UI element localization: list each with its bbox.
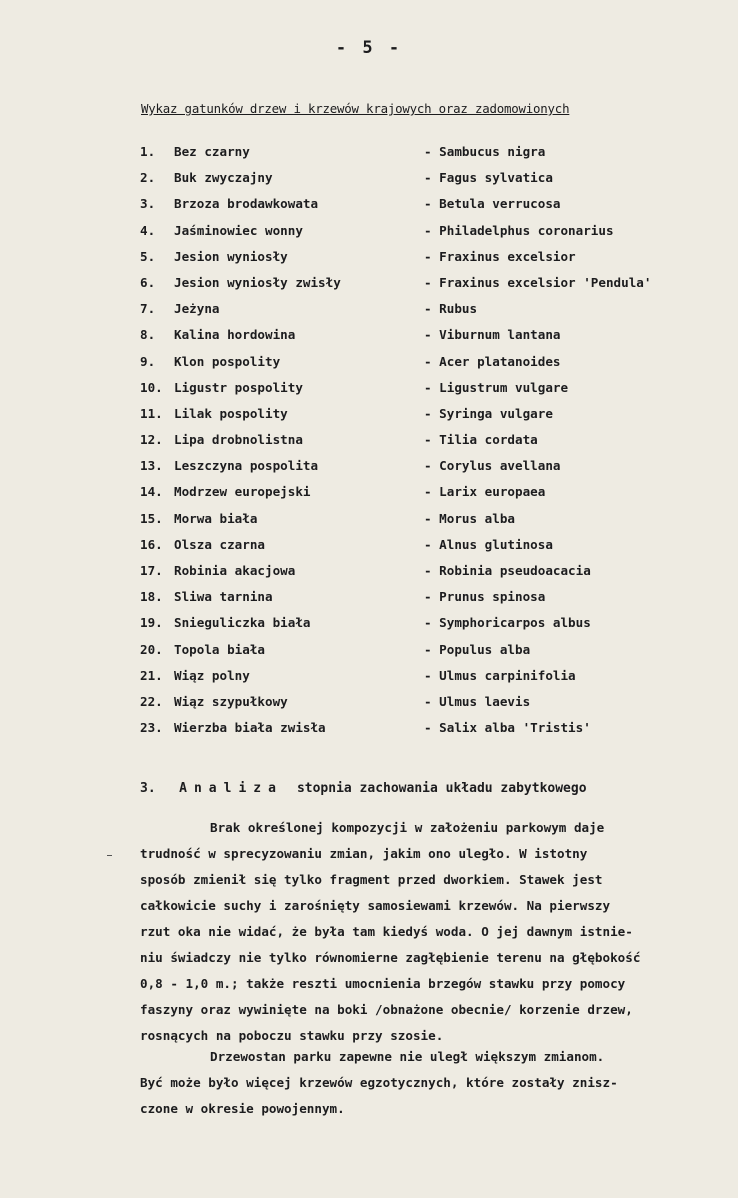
species-latin: - Betula verrucosa: [424, 196, 561, 212]
species-num: 20.: [140, 641, 163, 657]
species-latin: - Ulmus carpinifolia: [424, 667, 576, 683]
species-latin: - Fraxinus excelsior: [424, 248, 576, 264]
species-num: 16.: [140, 536, 163, 552]
species-latin: - Alnus glutinosa: [424, 536, 553, 552]
species-polish: Bez czarny: [174, 144, 250, 159]
species-polish: Jaśminowiec wonny: [174, 222, 303, 238]
species-num: 18.: [140, 589, 163, 605]
species-latin: - Tilia cordata: [424, 432, 538, 448]
species-num: 10.: [140, 379, 163, 395]
species-latin: - Fraxinus excelsior 'Pendula': [424, 274, 652, 290]
species-polish: Olsza czarna: [174, 536, 265, 552]
list-heading: Wykaz gatunków drzew i krzewów krajowych oraz zadomowionych: [141, 101, 570, 116]
species-polish: Leszczyna pospolita: [174, 458, 319, 474]
species-row: [140, 170, 700, 196]
species-latin: - Morus alba: [424, 510, 515, 526]
text-line: trudność w sprecyzowaniu zmian, jakim ono uległo. W istotny: [140, 846, 588, 861]
species-latin: - Corylus avellana: [424, 458, 561, 474]
species-polish: Jesion wyniosły zwisły: [174, 274, 341, 290]
section-number: 3.: [140, 781, 156, 796]
species-polish: Jeżyna: [174, 301, 220, 317]
species-polish: Topola biała: [174, 641, 265, 657]
species-row: [140, 223, 700, 249]
species-row: [140, 720, 700, 746]
species-latin: - Populus alba: [424, 641, 531, 657]
species-polish: Lipa drobnolistna: [174, 432, 303, 448]
species-polish: Morwa biała: [174, 510, 258, 526]
margin-mark: [107, 855, 112, 856]
species-latin: - Robinia pseudoacacia: [424, 563, 591, 578]
species-num: 14.: [140, 484, 163, 500]
species-polish: Jesion wyniosły: [174, 248, 288, 264]
species-polish: Sliwa tarnina: [174, 589, 273, 605]
species-num: 2.: [140, 170, 156, 186]
species-row: [140, 301, 700, 327]
species-num: 6.: [140, 274, 156, 290]
species-latin: - Ligustrum vulgare: [424, 379, 569, 395]
species-row: [140, 432, 700, 458]
species-polish: Lilak pospolity: [174, 405, 288, 421]
species-row: [140, 668, 700, 694]
species-polish: Klon pospolity: [174, 353, 281, 369]
text-line: 0,8 - 1,0 m.; także reszti umocnienia brzegów stawku przy pomocy: [140, 976, 626, 991]
species-row: [140, 484, 700, 510]
species-latin: - Salix alba 'Tristis': [424, 720, 591, 736]
species-num: 11.: [140, 405, 163, 421]
text-line: czone w okresie powojennym.: [140, 1101, 345, 1116]
species-row: [140, 327, 700, 353]
species-num: 7.: [140, 301, 156, 317]
species-polish: Wiąz szypułkowy: [174, 693, 288, 709]
species-num: 4.: [140, 222, 156, 238]
species-row: [140, 249, 700, 275]
species-list: [140, 144, 700, 746]
species-num: 13.: [140, 458, 163, 474]
species-num: 22.: [140, 693, 163, 709]
species-num: 23.: [140, 720, 163, 736]
species-num: 9.: [140, 353, 156, 369]
text-line: faszyny oraz wywinięte na boki /obnażone obecnie/ korzenie drzew,: [140, 1002, 633, 1017]
section-title-rest: stopnia zachowania układu zabytkowego: [296, 781, 587, 796]
species-polish: Snieguliczka biała: [174, 615, 311, 631]
species-latin: - Rubus: [424, 301, 478, 317]
species-row: [140, 642, 700, 668]
species-num: 12.: [140, 432, 163, 448]
species-latin: - Viburnum lantana: [424, 327, 561, 343]
species-polish: Robinia akacjowa: [174, 563, 296, 578]
species-row: [140, 615, 700, 641]
species-latin: - Acer platanoides: [424, 353, 561, 369]
species-row: [140, 406, 700, 432]
species-polish: Brzoza brodawkowata: [174, 196, 319, 212]
species-polish: Ligustr pospolity: [174, 379, 303, 395]
page-number: - 5 -: [335, 38, 403, 58]
text-line: całkowicie suchy i zarośnięty samosiewami krzewów. Na pierwszy: [140, 898, 611, 913]
species-num: 15.: [140, 510, 163, 526]
species-num: 21.: [140, 667, 163, 683]
species-num: 1.: [140, 144, 156, 159]
text-line: niu świadczy nie tylko równomierne zagłębienie terenu na głębokość: [140, 950, 641, 965]
species-row: [140, 694, 700, 720]
text-line: Być może było więcej krzewów egzotycznych, które zostały znisz-: [140, 1075, 618, 1090]
species-row: [140, 144, 700, 170]
species-row: [140, 380, 700, 406]
species-row: [140, 196, 700, 222]
species-num: 17.: [140, 563, 163, 578]
paragraph-tree-stand: [140, 1044, 700, 1122]
species-polish: Kalina hordowina: [174, 327, 296, 343]
species-polish: Wiąz polny: [174, 667, 250, 683]
species-row: [140, 563, 700, 589]
section-spaced-word: Analiza: [179, 781, 283, 796]
species-latin: - Fagus sylvatica: [424, 170, 553, 186]
species-latin: - Prunus spinosa: [424, 589, 546, 605]
species-polish: Buk zwyczajny: [174, 170, 273, 186]
species-latin: - Sambucus nigra: [424, 144, 546, 159]
section-title: [140, 781, 587, 796]
species-num: 8.: [140, 327, 156, 343]
text-line: rzut oka nie widać, że była tam kiedyś woda. O jej dawnym istnie-: [140, 924, 633, 939]
species-latin: - Syringa vulgare: [424, 405, 553, 421]
species-latin: - Larix europaea: [424, 484, 546, 500]
text-line: rosnących na poboczu stawku przy szosie.: [140, 1028, 444, 1043]
species-polish: Modrzew europejski: [174, 484, 311, 500]
species-row: [140, 511, 700, 537]
species-row: [140, 275, 700, 301]
species-latin: - Symphoricarpos albus: [424, 615, 591, 631]
species-num: 19.: [140, 615, 163, 631]
species-latin: - Ulmus laevis: [424, 693, 531, 709]
species-num: 3.: [140, 196, 156, 212]
species-num: 5.: [140, 248, 156, 264]
species-latin: - Philadelphus coronarius: [424, 222, 614, 238]
species-polish: Wierzba biała zwisła: [174, 720, 326, 736]
paragraph-analysis: [140, 815, 700, 1049]
text-line: Drzewostan parku zapewne nie uległ większym zmianom.: [210, 1049, 605, 1064]
species-row: [140, 589, 700, 615]
species-row: [140, 458, 700, 484]
text-line: sposób zmienił się tylko fragment przed dworkiem. Stawek jest: [140, 872, 603, 887]
species-row: [140, 537, 700, 563]
text-line: Brak określonej kompozycji w założeniu parkowym daje: [210, 820, 605, 835]
species-row: [140, 354, 700, 380]
